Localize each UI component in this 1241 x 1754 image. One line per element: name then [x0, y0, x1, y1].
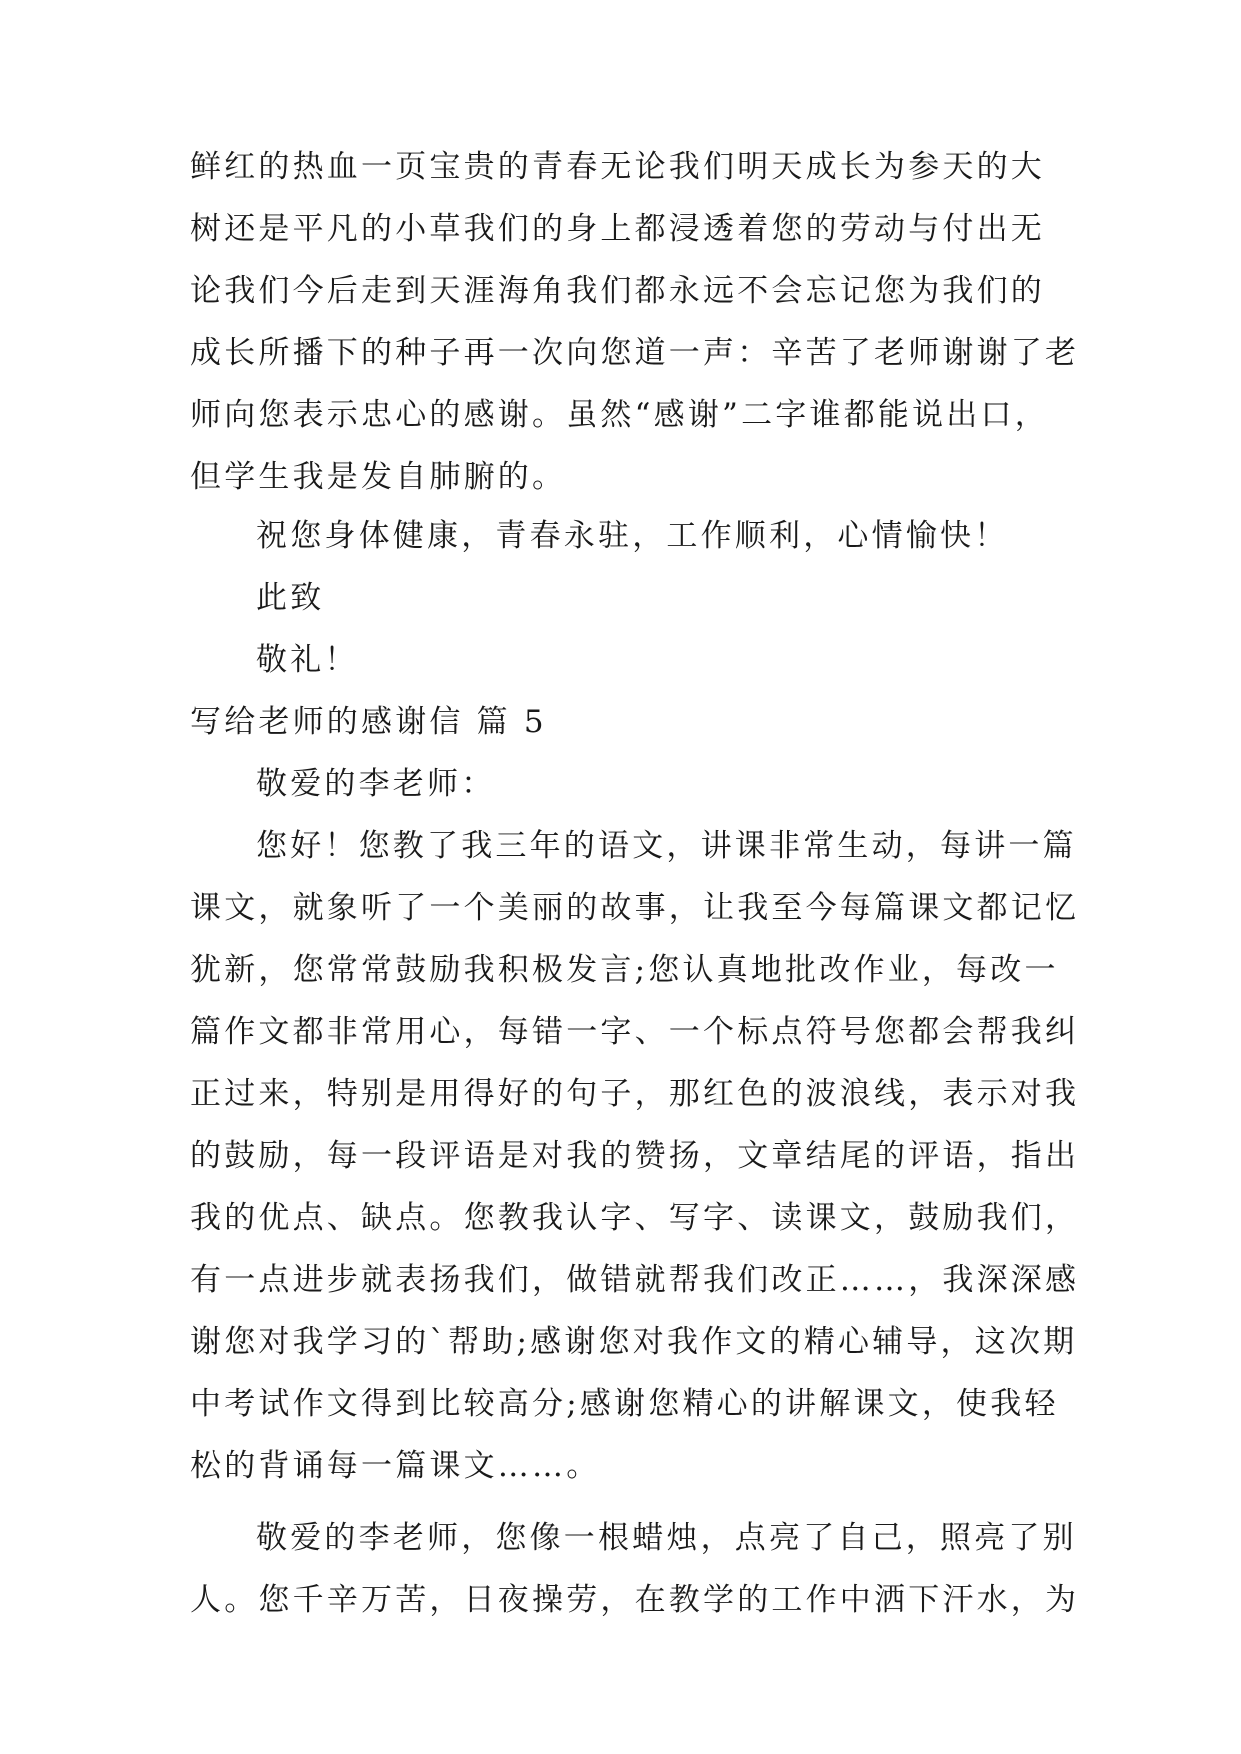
paragraph-2: [190, 815, 1080, 1497]
closing-block: [190, 505, 1060, 815]
paragraph-line: 中考试作文得到比较高分;感谢您精心的讲解课文，使我轻: [190, 1386, 1059, 1422]
closing-line-1: 此致: [256, 580, 325, 616]
paragraph-line: 课文，就象听了一个美丽的故事，让我至今每篇课文都记忆: [190, 890, 1080, 926]
paragraph-1: [190, 136, 1080, 508]
paragraph-line: 但学生我是发自肺腑的。: [190, 459, 567, 495]
paragraph-line: 敬爱的李老师，您像一根蜡烛，点亮了自己，照亮了别: [256, 1520, 1077, 1556]
paragraph-line: 树还是平凡的小草我们的身上都浸透着您的劳动与付出无: [190, 211, 1045, 247]
paragraph-line: 的鼓励，每一段评语是对我的赞扬，文章结尾的评语，指出: [190, 1138, 1080, 1174]
salutation: 敬爱的李老师：: [256, 766, 496, 802]
paragraph-line: 有一点进步就表扬我们，做错就帮我们改正……，我深深感: [190, 1262, 1080, 1298]
paragraph-line: 论我们今后走到天涯海角我们都永远不会忘记您为我们的: [190, 273, 1045, 309]
paragraph-line: 篇作文都非常用心，每错一字、一个标点符号您都会帮我纠: [190, 1014, 1080, 1050]
wishes-line: 祝您身体健康，青春永驻，工作顺利，心情愉快！: [256, 518, 1009, 554]
paragraph-line: 松的背诵每一篇课文……。: [190, 1448, 601, 1484]
paragraph-line: 正过来，特别是用得好的句子，那红色的波浪线，表示对我: [190, 1076, 1080, 1112]
paragraph-line: 鲜红的热血一页宝贵的青春无论我们明天成长为参天的大: [190, 149, 1045, 185]
paragraph-line: 犹新，您常常鼓励我积极发言;您认真地批改作业，每改一: [190, 952, 1059, 988]
paragraph-line: 人。您千辛万苦，日夜操劳，在教学的工作中洒下汗水，为: [190, 1582, 1080, 1618]
section-title: 写给老师的感谢信 篇 5: [190, 704, 547, 740]
paragraph-line: 成长所播下的种子再一次向您道一声：辛苦了老师谢谢了老: [190, 335, 1080, 371]
paragraph-line: 您好！您教了我三年的语文，讲课非常生动，每讲一篇: [256, 828, 1077, 864]
paragraph-line: 我的优点、缺点。您教我认字、写字、读课文，鼓励我们，: [190, 1200, 1080, 1236]
paragraph-line: 师向您表示忠心的感谢。虽然“感谢”二字谁都能说出口，: [190, 397, 1049, 433]
paragraph-line: 谢您对我学习的`帮助;感谢您对我作文的精心辅导，这次期: [190, 1324, 1078, 1360]
closing-line-2: 敬礼！: [256, 642, 359, 678]
paragraph-3: [190, 1507, 1080, 1631]
